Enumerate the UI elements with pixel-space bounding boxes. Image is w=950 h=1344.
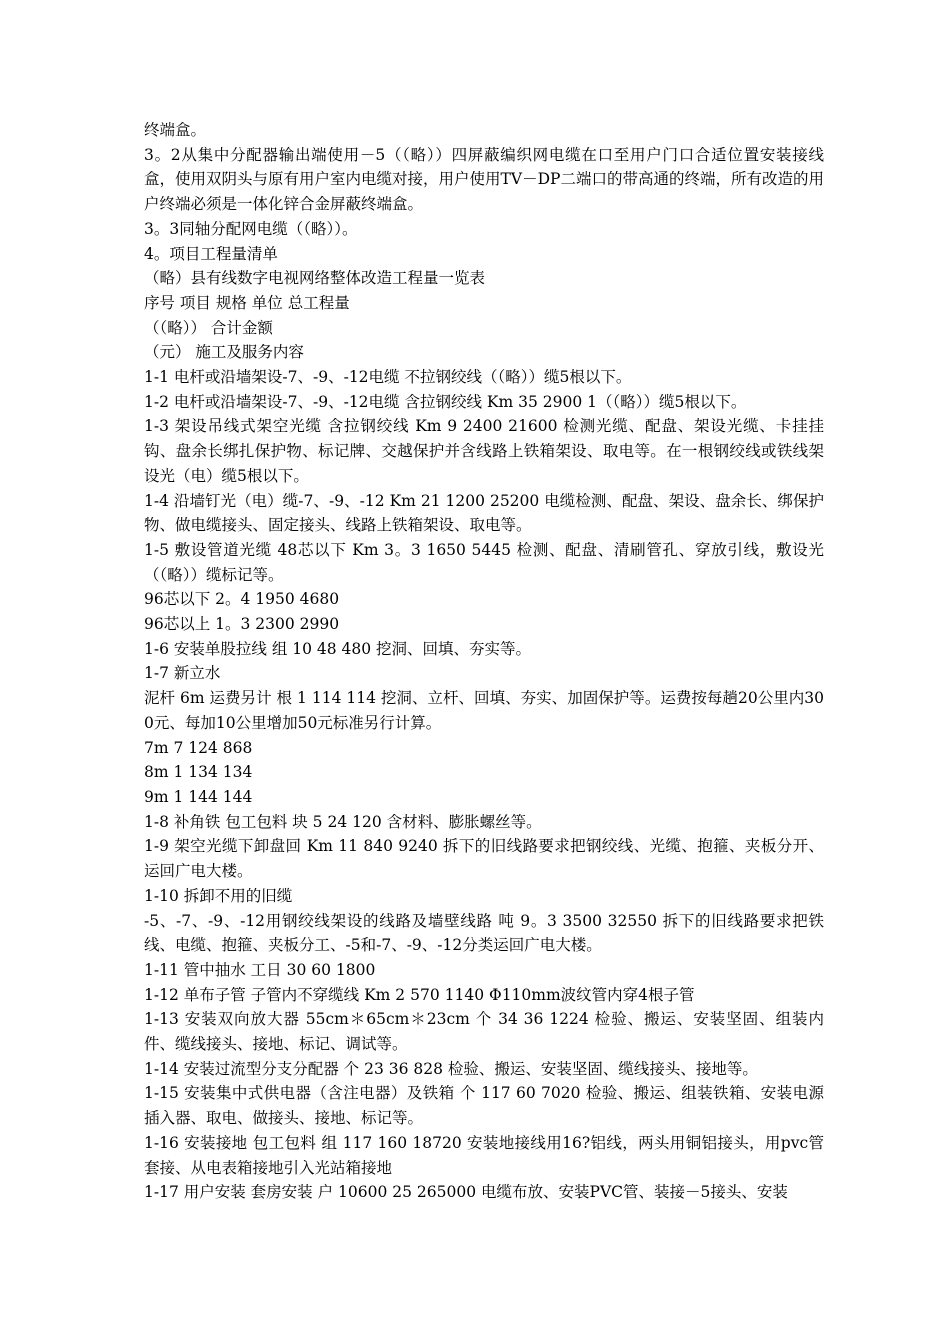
table-row-1-7-9m: 9m 1 144 144	[144, 787, 253, 806]
table-row-1-5: 1-5 敷设管道光缆 48芯以下 Km 3。3 1650 5445 检测、配盘、清刷管孔、穿放引线，敷设光（（略））缆标记等。	[144, 540, 824, 584]
table-row-1-12: 1-12 单布子管 子管内不穿缆线 Km 2 570 1140 Φ110mm波纹管内穿4根子管	[144, 985, 695, 1004]
paragraph-3-2: 3。2从集中分配器输出端使用－5（（略））四屏蔽编织网电缆在口至用户门口合适位置安装接线盒，使用双阴头与原有用户室内电缆对接，用户使用TV－DP二端口的带高通的终端，所有改造的用户终端必须是一体化锌合金屏蔽终端盒。	[144, 145, 824, 214]
table-row-1-4: 1-4 沿墙钉光（电）缆-7、-9、-12 Km 21 1200 25200 电缆检测、配盘、架设、盘余长、绑保护物、做电缆接头、固定接头、线路上铁箱架设、取电等。	[144, 491, 824, 535]
table-row-1-5-96-below: 96芯以下 2。4 1950 4680	[144, 590, 340, 609]
table-row-1-6: 1-6 安装单股拉线 组 10 48 480 挖洞、回填、夯实等。	[144, 639, 532, 658]
table-row-1-10-detail: -5、-7、-9、-12用钢绞线架设的线路及墙壁线路 吨 9。3 3500 32550 拆下的旧线路要求把铁线、电缆、抱箍、夹板分工、-5和-7、-9、-12分类运回广电大楼。	[144, 911, 824, 955]
table-row-1-10: 1-10 拆卸不用的旧缆	[144, 886, 293, 905]
table-row-1-7-7m: 7m 7 124 868	[144, 738, 253, 757]
table-row-1-2: 1-2 电杆或沿墙架设-7、-9、-12电缆 含拉钢绞线 Km 35 2900 1（（略））缆5根以下。	[144, 392, 747, 411]
table-row-1-3: 1-3 架设吊线式架空光缆 含拉钢绞线 Km 9 2400 21600 检测光缆、配盘、架设光缆、卡挂挂钩、盘余长绑扎保护物、标记牌、交越保护并含线路上铁箱架设、取电等。在一根钢绞线或铁线架设光（电）缆5根以下。	[144, 417, 824, 485]
table-row-1-5-96-above: 96芯以上 1。3 2300 2990	[144, 615, 340, 634]
table-row-1-15: 1-15 安装集中式供电器（含注电器）及铁箱 个 117 60 7020 检验、搬运、组装铁箱、安装电源插入器、取电、做接头、接地、标记等。	[144, 1084, 824, 1128]
table-row-1-9: 1-9 架空光缆下卸盘回 Km 11 840 9240 拆下的旧线路要求把钢绞线、光缆、抱箍、夹板分开、运回广电大楼。	[144, 837, 824, 881]
table-row-1-17: 1-17 用户安装 套房安装 户 10600 25 265000 电缆布放、安装PVC管、装接－5接头、安装	[144, 1183, 788, 1202]
table-header-content: （元） 施工及服务内容	[144, 343, 304, 362]
table-row-1-8: 1-8 补角铁 包工包料 块 5 24 120 含材料、膨胀螺丝等。	[144, 812, 542, 831]
table-row-1-7-8m: 8m 1 134 134	[144, 763, 253, 782]
table-row-1-14: 1-14 安装过流型分支分配器 个 23 36 828 检验、搬运、安装坚固、缆线接头、接地等。	[144, 1059, 758, 1078]
table-row-1-7-6m: 泥杆 6m 运费另计 根 1 114 114 挖洞、立杆、回填、夯实、加固保护等。运费按每趟20公里内300元、每加10公里增加50元标准另行计算。	[144, 689, 824, 732]
document-body	[144, 118, 824, 1205]
table-row-1-1: 1-1 电杆或沿墙架设-7、-9、-12电缆 不拉钢绞线（（略））缆5根以下。	[144, 368, 632, 387]
table-row-1-11: 1-11 管中抽水 工日 30 60 1800	[144, 960, 376, 979]
table-header-row: 序号 项目 规格 单位 总工程量	[144, 293, 350, 312]
table-title: （略）县有线数字电视网络整体改造工程量一览表	[144, 269, 486, 288]
section-heading-4: 4。项目工程量清单	[144, 244, 278, 263]
paragraph-3-3: 3。3同轴分配网电缆（（略））。	[144, 219, 358, 238]
table-row-1-16: 1-16 安装接地 包工包料 组 117 160 18720 安装地接线用16?铝线，两头用铜铝接头，用pvc管套接、从电表箱接地引入光站箱接地	[144, 1133, 824, 1177]
table-row-1-7: 1-7 新立水	[144, 664, 221, 683]
table-header-total: （（略）） 合计金额	[144, 318, 273, 337]
paragraph-terminal-box: 终端盒。	[144, 121, 207, 139]
table-row-1-13: 1-13 安装双向放大器 55cm＊65cm＊23cm 个 34 36 1224 检验、搬运、安装坚固、组装内件、缆线接头、接地、标记、调试等。	[144, 1010, 824, 1054]
